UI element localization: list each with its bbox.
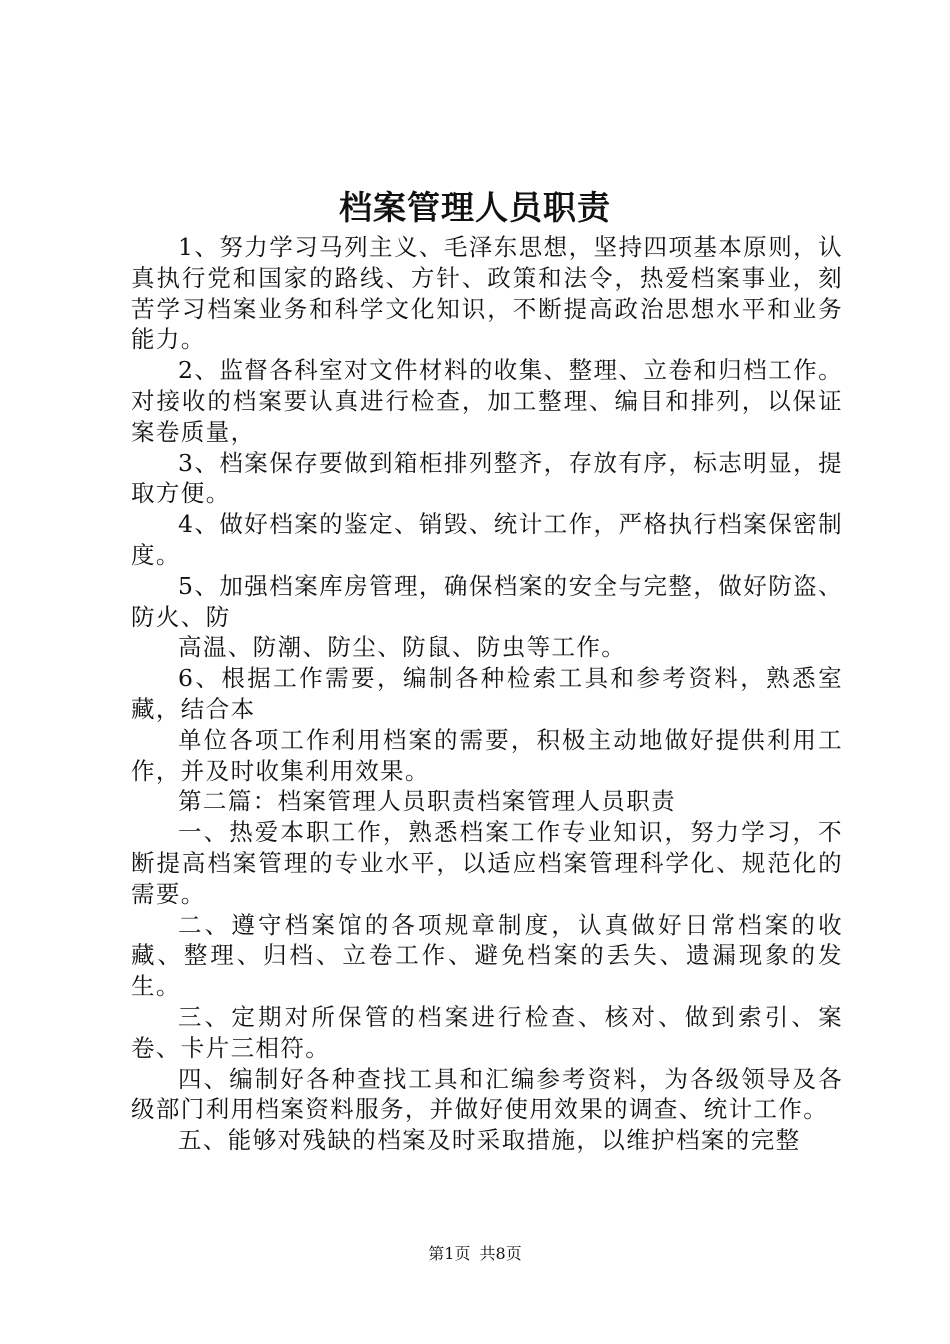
paragraph-11: 三、定期对所保管的档案进行检查、核对、做到索引、案卷、卡片三相符。 (131, 1002, 843, 1062)
paragraph-10: 二、遵守档案馆的各项规章制度，认真做好日常档案的收藏、整理、归档、立卷工作、避免档案的丢失、遗漏现象的发生。 (131, 910, 843, 1001)
paragraph-13: 五、能够对残缺的档案及时采取措施，以维护档案的完整 (178, 1126, 801, 1155)
paragraph-6: 高温、防潮、防尘、防鼠、防虫等工作。 (178, 633, 627, 662)
paragraph-1: 1、努力学习马列主义、毛泽东思想，坚持四项基本原则，认真执行党和国家的路线、方针、政策和法令，热爱档案事业，刻苦学习档案业务和科学文化知识，不断提高政治思想水平和业务能力。 (131, 233, 843, 354)
paragraph-4: 4、做好档案的鉴定、销毁、统计工作，严格执行档案保密制度。 (131, 510, 843, 569)
document-body (131, 232, 843, 1156)
document-title: 档案管理人员职责 (339, 188, 611, 227)
paragraph-3: 3、档案保存要做到箱柜排列整齐，存放有序，标志明显，提取方便。 (131, 448, 843, 508)
page-footer (0, 1242, 950, 1266)
paragraph-8: 单位各项工作利用档案的需要，积极主动地做好提供利用工作，并及时收集利用效果。 (131, 725, 843, 785)
page-number: 第1页 (428, 1244, 471, 1263)
paragraph-2: 2、监督各科室对文件材料的收集、整理、立卷和归档工作。对接收的档案要认真进行检查，加工整理、编目和排列，以保证案卷质量， (131, 356, 843, 446)
paragraph-9: 一、热爱本职工作，熟悉档案工作专业知识，努力学习，不断提高档案管理的专业水平，以适应档案管理科学化、规范化的需要。 (131, 818, 843, 908)
paragraph-5: 5、加强档案库房管理，确保档案的安全与完整，做好防盗、防火、防 (131, 571, 843, 631)
page-total: 共8页 (479, 1244, 522, 1263)
section-heading: 第二篇：档案管理人员职责档案管理人员职责 (178, 787, 676, 816)
paragraph-7: 6、根据工作需要，编制各种检索工具和参考资料，熟悉室藏，结合本 (131, 664, 843, 723)
paragraph-12: 四、编制好各种查找工具和汇编参考资料，为各级领导及各级部门利用档案资料服务，并做好使用效果的调查、统计工作。 (131, 1064, 843, 1124)
